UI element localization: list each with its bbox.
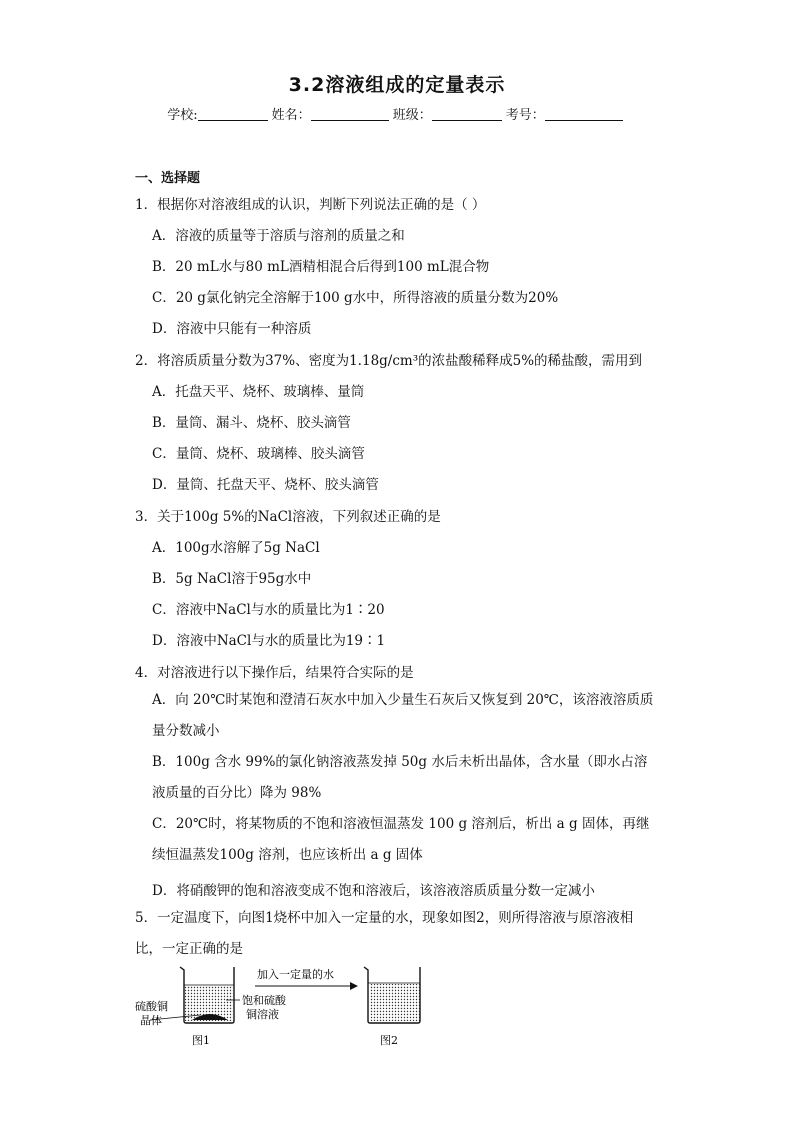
fig2-caption: 图2 (380, 1034, 398, 1047)
question-1-stem: 1．根据你对溶液组成的认识，判断下列说法正确的是（ ） (135, 197, 486, 213)
exam-no-blank[interactable] (545, 107, 623, 121)
question-3-option-c: C．溶液中NaCl与水的质量比为1∶20 (152, 602, 385, 618)
question-4-option-c: C．20℃时，将某物质的不饱和溶液恒温蒸发 100 g 溶剂后，析出 a g 固体，再继续恒温蒸发100g 溶剂，也应该析出 a g 固体 (152, 816, 650, 863)
exam-no-label: 考号： (505, 108, 545, 123)
arrow-head (350, 982, 358, 990)
question-2-stem: 2．将溶质质量分数为37%、密度为1.18g/cm³的浓盐酸稀释成5%的稀盐酸，需用到 (135, 353, 643, 369)
label-solution-line1: 饱和硫酸 (242, 994, 286, 1007)
label-crystal-line2: 晶体 (140, 1014, 162, 1027)
class-label: 班级： (392, 108, 432, 123)
question-4-option-d: D．将硝酸钾的饱和溶液变成不饱和溶液后，该溶液溶质质量分数一定减小 (152, 883, 595, 899)
page-title: 3.2溶液组成的定量表示 (288, 74, 506, 96)
beaker-figure (130, 962, 430, 1047)
beaker-2 (364, 967, 420, 1023)
label-crystal-line1: 硫酸铜 (135, 1000, 168, 1013)
question-2-option-c: C．量筒、烧杯、玻璃棒、胶头滴管 (152, 446, 365, 462)
fig1-caption: 图1 (192, 1034, 210, 1047)
student-info-line (0, 104, 794, 123)
question-2-option-b: B．量筒、漏斗、烧杯、胶头滴管 (152, 415, 351, 431)
question-2-option-a: A．托盘天平、烧杯、玻璃棒、量筒 (152, 384, 365, 400)
class-blank[interactable] (432, 107, 502, 121)
question-4-stem: 4．对溶液进行以下操作后，结果符合实际的是 (135, 665, 414, 681)
question-2-option-d: D．量筒、托盘天平、烧杯、胶头滴管 (152, 477, 379, 493)
section-title: 一、选择题 (135, 171, 201, 186)
beaker-2-solution (370, 984, 420, 1021)
question-4-option-a: A．向 20℃时某饱和澄清石灰水中加入少量生石灰后又恢复到 20℃，该溶液溶质质量分数减小 (152, 692, 654, 739)
school-label: 学校: (167, 108, 198, 123)
arrow-label: 加入一定量的水 (257, 968, 334, 981)
name-blank[interactable] (311, 107, 389, 121)
question-3-stem: 3．关于100g 5%的NaCl溶液，下列叙述正确的是 (135, 509, 441, 525)
beaker-1 (180, 967, 234, 1023)
question-4-option-b: B．100g 含水 99%的氯化钠溶液蒸发掉 50g 水后未析出晶体，含水量（即水占溶液质量的百分比）降为 98% (152, 754, 648, 801)
question-3-option-b: B．5g NaCl溶于95g水中 (152, 571, 312, 587)
question-1-option-c: C．20 g氯化钠完全溶解于100 g水中，所得溶液的质量分数为20% (152, 290, 559, 306)
question-1-option-d: D．溶液中只能有一种溶质 (152, 321, 312, 337)
question-3-option-a: A．100g水溶解了5g NaCl (152, 540, 320, 556)
label-solution-line2: 铜溶液 (246, 1008, 279, 1021)
question-1-option-b: B．20 mL水与80 mL酒精相混合后得到100 mL混合物 (152, 259, 490, 275)
name-label: 姓名： (271, 108, 311, 123)
question-3-option-d: D．溶液中NaCl与水的质量比为19∶1 (152, 633, 386, 649)
question-5-stem: 5．一定温度下，向图1烧杯中加入一定量的水，现象如图2，则所得溶液与原溶液相比，一定正确的是 (135, 910, 634, 957)
question-1-option-a: A．溶液的质量等于溶质与溶剂的质量之和 (152, 228, 405, 244)
school-blank[interactable] (198, 107, 268, 121)
